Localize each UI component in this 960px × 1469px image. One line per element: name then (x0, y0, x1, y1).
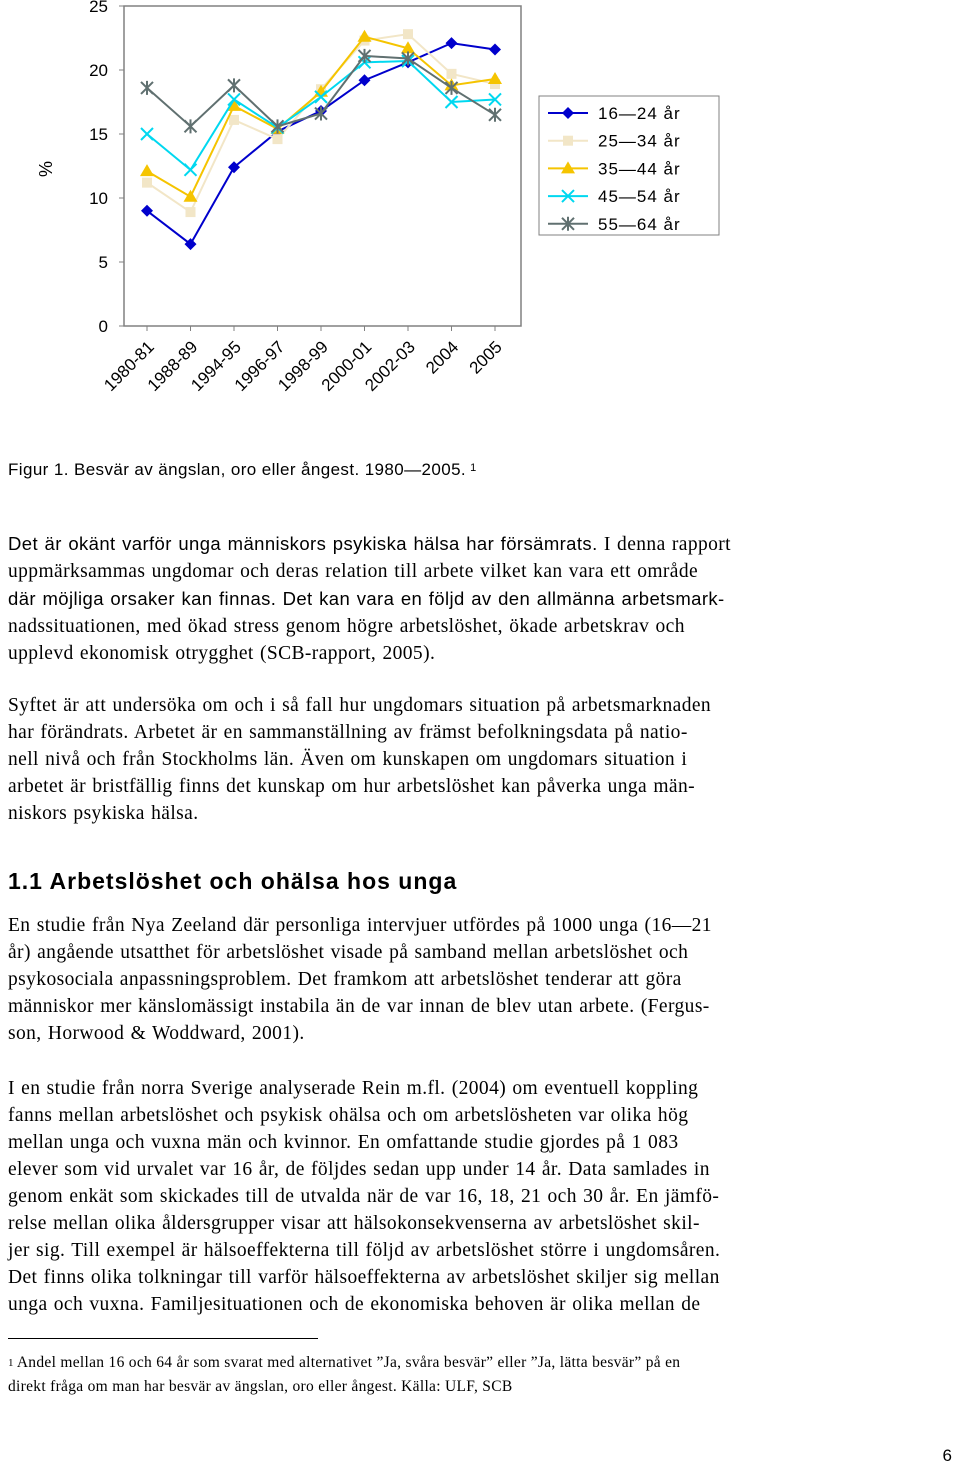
caption-footnote-mark: 1 (470, 462, 477, 474)
ns-line-4: elever som vid urvalet var 16 år, de följdes sedan upp under 14 år. Data samlades in (8, 1159, 710, 1180)
footnote-line-2: direkt fråga om man har besvär av ängslan, oro eller ångest. Källa: ULF, SCB (8, 1378, 513, 1395)
legend-label: 55—64 år (598, 214, 681, 234)
data-point (229, 115, 239, 125)
x-tick-label: 1988-89 (143, 337, 202, 395)
data-point (186, 207, 196, 217)
ns-line-1: I en studie från norra Sverige analyserade Rein m.fl. (2004) om eventuell koppling (8, 1078, 699, 1099)
legend-marker (563, 136, 573, 146)
section-heading: 1.1 Arbetslöshet och ohälsa hos unga (8, 868, 458, 894)
figure-caption (8, 460, 477, 480)
data-point (403, 29, 413, 39)
purpose-line-5: niskors psykiska hälsa. (8, 803, 199, 824)
purpose-line-4: arbetet är bristfällig finns det kunskap om hur arbetslöshet kan påverka unga män- (8, 776, 696, 797)
intro-line-5: upplevd ekonomisk otrygghet (SCB-rapport, 2005). (8, 643, 436, 664)
intro-line-1b: I denna rapport (603, 534, 732, 555)
legend (539, 96, 719, 235)
legend-label: 35—44 år (598, 159, 681, 179)
chart-svg (0, 0, 960, 440)
ns-line-7: jer sig. Till exempel är hälsoeffekterna till följd av arbetslöshet större i ungdomsåren. (8, 1240, 721, 1261)
intro-line-2: uppmärksammas ungdomar och deras relation till arbete vilket kan vara ett område (8, 561, 699, 582)
legend-label: 45—54 år (598, 187, 681, 207)
ns-line-2: fanns mellan arbetslöshet och psykisk ohälsa och om arbetslösheten var olika hög (8, 1105, 689, 1126)
legend-label: 16—24 år (598, 104, 681, 123)
intro-line-1a: Det är okänt varför unga människors psykiska hälsa har försämrats. (8, 533, 598, 554)
paragraph-intro (8, 530, 908, 667)
data-point (447, 69, 457, 79)
paragraph-new-zealand (8, 912, 908, 1047)
intro-line-4: nadssituationen, med ökad stress genom högre arbetslöshet, ökade arbetskrav och (8, 616, 685, 637)
y-axis-label: % (36, 160, 56, 178)
anxiety-line-chart (0, 0, 960, 440)
y-axis (89, 0, 124, 336)
purpose-line-2: har förändrats. Arbetet är en sammanställning av främst befolkningsdata på natio- (8, 722, 688, 743)
y-tick-label: 15 (89, 125, 108, 144)
nz-line-5: son, Horwood & Woddward, 2001). (8, 1023, 305, 1044)
ns-line-9: unga och vuxna. Familjesituationen och de ekonomiska behoven är olika mellan de (8, 1294, 701, 1315)
x-tick-label: 1996-97 (230, 337, 289, 395)
x-tick-label: 2002-03 (361, 337, 419, 395)
footnote-line-1: Andel mellan 16 och 64 år som svarat med alternativet ”Ja, svåra besvär” eller ”Ja, lätta besvär” på en (16, 1354, 681, 1371)
intro-line-3a: där möjliga orsaker kan finnas. (8, 588, 277, 609)
y-tick-label: 5 (98, 253, 108, 272)
paragraph-northern-sweden (8, 1075, 908, 1318)
y-tick-label: 20 (89, 61, 108, 80)
y-tick-label: 25 (89, 0, 108, 16)
ns-line-5: genom enkät som skickades till de utvalda när de var 16, 18, 21 och 30 år. En jämfö- (8, 1186, 720, 1207)
footnote (8, 1351, 938, 1399)
x-tick-label: 1980-81 (100, 337, 158, 395)
x-tick-label: 1994-95 (187, 337, 245, 395)
data-point (273, 134, 283, 144)
nz-line-4: människor mer känslomässigt instabila än de var innan de blev utan arbete. (Fergus- (8, 996, 710, 1017)
ns-line-3: mellan unga och vuxna män och kvinnor. En omfattande studie gjordes på 1 083 (8, 1132, 679, 1153)
footnote-divider (8, 1338, 318, 1339)
purpose-line-3: nell nivå och från Stockholms län. Även om kunskapen om ungdomars situation i (8, 749, 688, 770)
y-tick-label: 0 (98, 317, 108, 336)
intro-line-3b: Det kan vara en följd av den allmänna arbetsmark- (282, 588, 725, 609)
x-tick-label: 1998-99 (274, 337, 332, 395)
nz-line-1: En studie från Nya Zeeland där personliga intervjuer utfördes på 1000 unga (16—21 (8, 915, 712, 936)
legend-label: 25—34 år (598, 131, 681, 151)
nz-line-3: psykosociala anpassningsproblem. Det framkom att arbetslöshet tenderar att göra (8, 969, 682, 990)
nz-line-2: år) angående utsatthet för arbetslöshet visade på samband mellan arbetslöshet och (8, 942, 689, 963)
x-tick-label: 2004 (422, 337, 463, 378)
x-tick-label: 2005 (465, 337, 506, 378)
plot-area (124, 6, 521, 326)
x-tick-label: 2000-01 (317, 337, 376, 395)
x-axis (100, 326, 506, 395)
page-number: 6 (942, 1446, 952, 1465)
purpose-line-1: Syftet är att undersöka om och i så fall hur ungdomars situation på arbetsmarknaden (8, 695, 712, 716)
data-point (142, 178, 152, 188)
paragraph-purpose (8, 692, 908, 827)
figure-caption-text: Figur 1. Besvär av ängslan, oro eller ångest. 1980—2005. (8, 460, 467, 479)
y-tick-label: 10 (89, 189, 108, 208)
ns-line-6: relse mellan olika åldersgrupper visar att hälsokonsekvenserna av arbetslöshet skil- (8, 1213, 700, 1234)
footnote-marker: 1 (8, 1357, 14, 1369)
ns-line-8: Det finns olika tolkningar till varför hälsoeffekterna av arbetslöshet skiljer sig mellan (8, 1267, 720, 1288)
